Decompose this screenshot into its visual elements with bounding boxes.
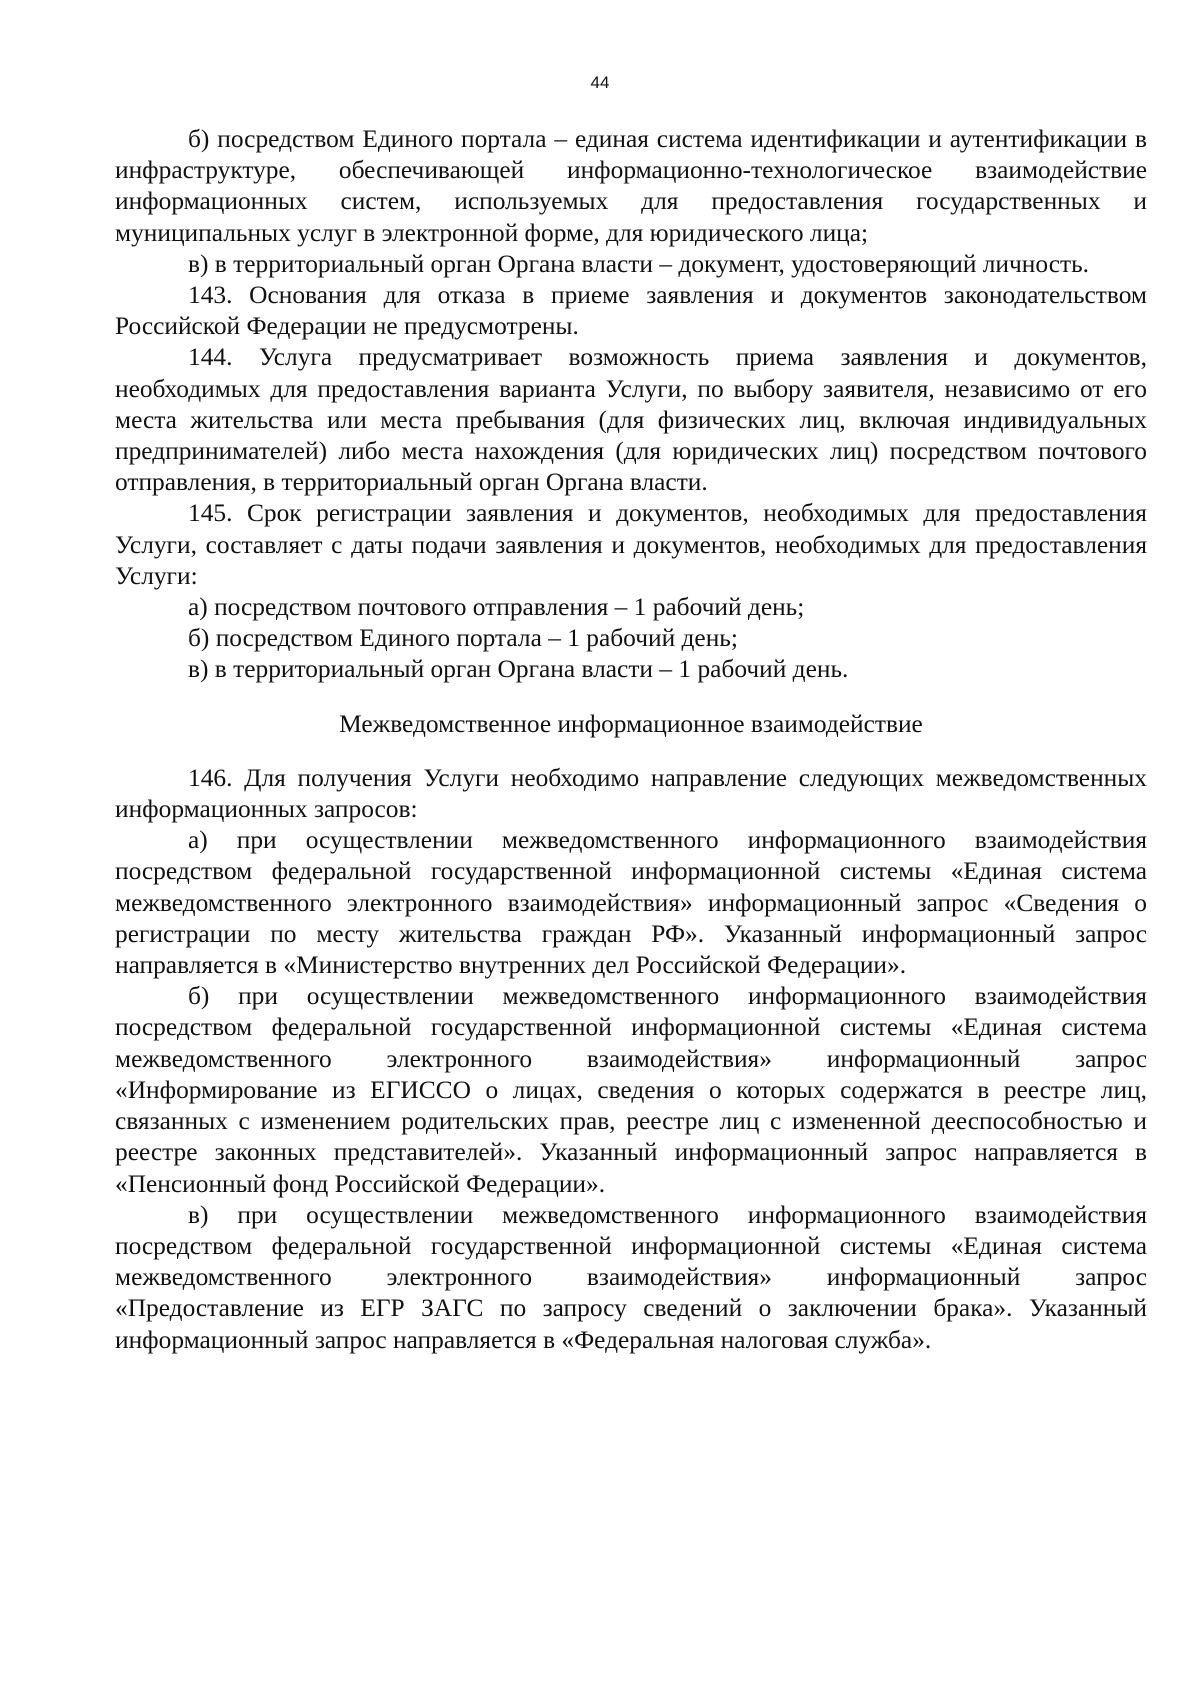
paragraph-144: 144. Услуга предусматривает возможность приема заявления и документов, необходимых для предоставления варианта Услуги, по выбору заявителя, независимо от его места жительства или места пребывания (для физических лиц, включая индивидуальных предпринимателей) либо места нахождения (для юридических лиц) посредством почтового отправления, в территориальный орган Органа власти. xyxy=(115,343,1147,497)
document-body xyxy=(115,124,1147,1356)
paragraph-146-item-b: б) при осуществлении межведомственного информационного взаимодействия посредством федеральной государственной информационной системы «Единая система межведомственного электронного взаимодействия» информационный запрос «Информирование из ЕГИССО о лицах, сведения о которых содержатся в реестре лиц, связанных с изменением родительских прав, реестре лиц с измененной дееспособностью и реестре законных представителей». Указанный информационный запрос направляется в «Пенсионный фонд Российской Федерации». xyxy=(115,982,1147,1198)
section-heading: Межведомственное информационное взаимодействие xyxy=(339,709,923,738)
paragraph-item-v-territorial-organ: в) в территориальный орган Органа власти – документ, удостоверяющий личность. xyxy=(188,249,1089,278)
paragraph-item-b-portal: б) посредством Единого портала – единая система идентификации и аутентификации в инфраструктуре, обеспечивающей информационно-технологическое взаимодействие информационных систем, используемых для предоставления государственных и муниципальных услуг в электронной форме, для юридического лица; xyxy=(115,125,1147,247)
paragraph-145-item-b: б) посредством Единого портала – 1 рабочий день; xyxy=(188,624,738,653)
paragraph-143: 143. Основания для отказа в приеме заявления и документов законодательством Российской Федерации не предусмотрены. xyxy=(115,281,1147,341)
paragraph-146-item-a: а) при осуществлении межведомственного информационного взаимодействия посредством федеральной государственной информационной системы «Единая система межведомственного электронного взаимодействия» информационный запрос «Сведения о регистрации по месту жительства граждан РФ». Указанный информационный запрос направляется в «Министерство внутренних дел Российской Федерации». xyxy=(115,826,1147,980)
paragraph-145-item-a: а) посредством почтового отправления – 1 рабочий день; xyxy=(188,593,805,622)
paragraph-146-item-v: в) при осуществлении межведомственного информационного взаимодействия посредством федеральной государственной информационной системы «Единая система межведомственного электронного взаимодействия» информационный запрос «Предоставление из ЕГР ЗАГС по запросу сведений о заключении брака». Указанный информационный запрос направляется в «Федеральная налоговая служба». xyxy=(115,1200,1147,1354)
paragraph-145-item-v: в) в территориальный орган Органа власти – 1 рабочий день. xyxy=(188,655,849,684)
paragraph-145: 145. Срок регистрации заявления и документов, необходимых для предоставления Услуги, составляет с даты подачи заявления и документов, необходимых для предоставления Услуги: xyxy=(115,499,1147,590)
paragraph-146: 146. Для получения Услуги необходимо направление следующих межведомственных информационных запросов: xyxy=(115,763,1147,824)
page-number: 44 xyxy=(590,73,610,92)
